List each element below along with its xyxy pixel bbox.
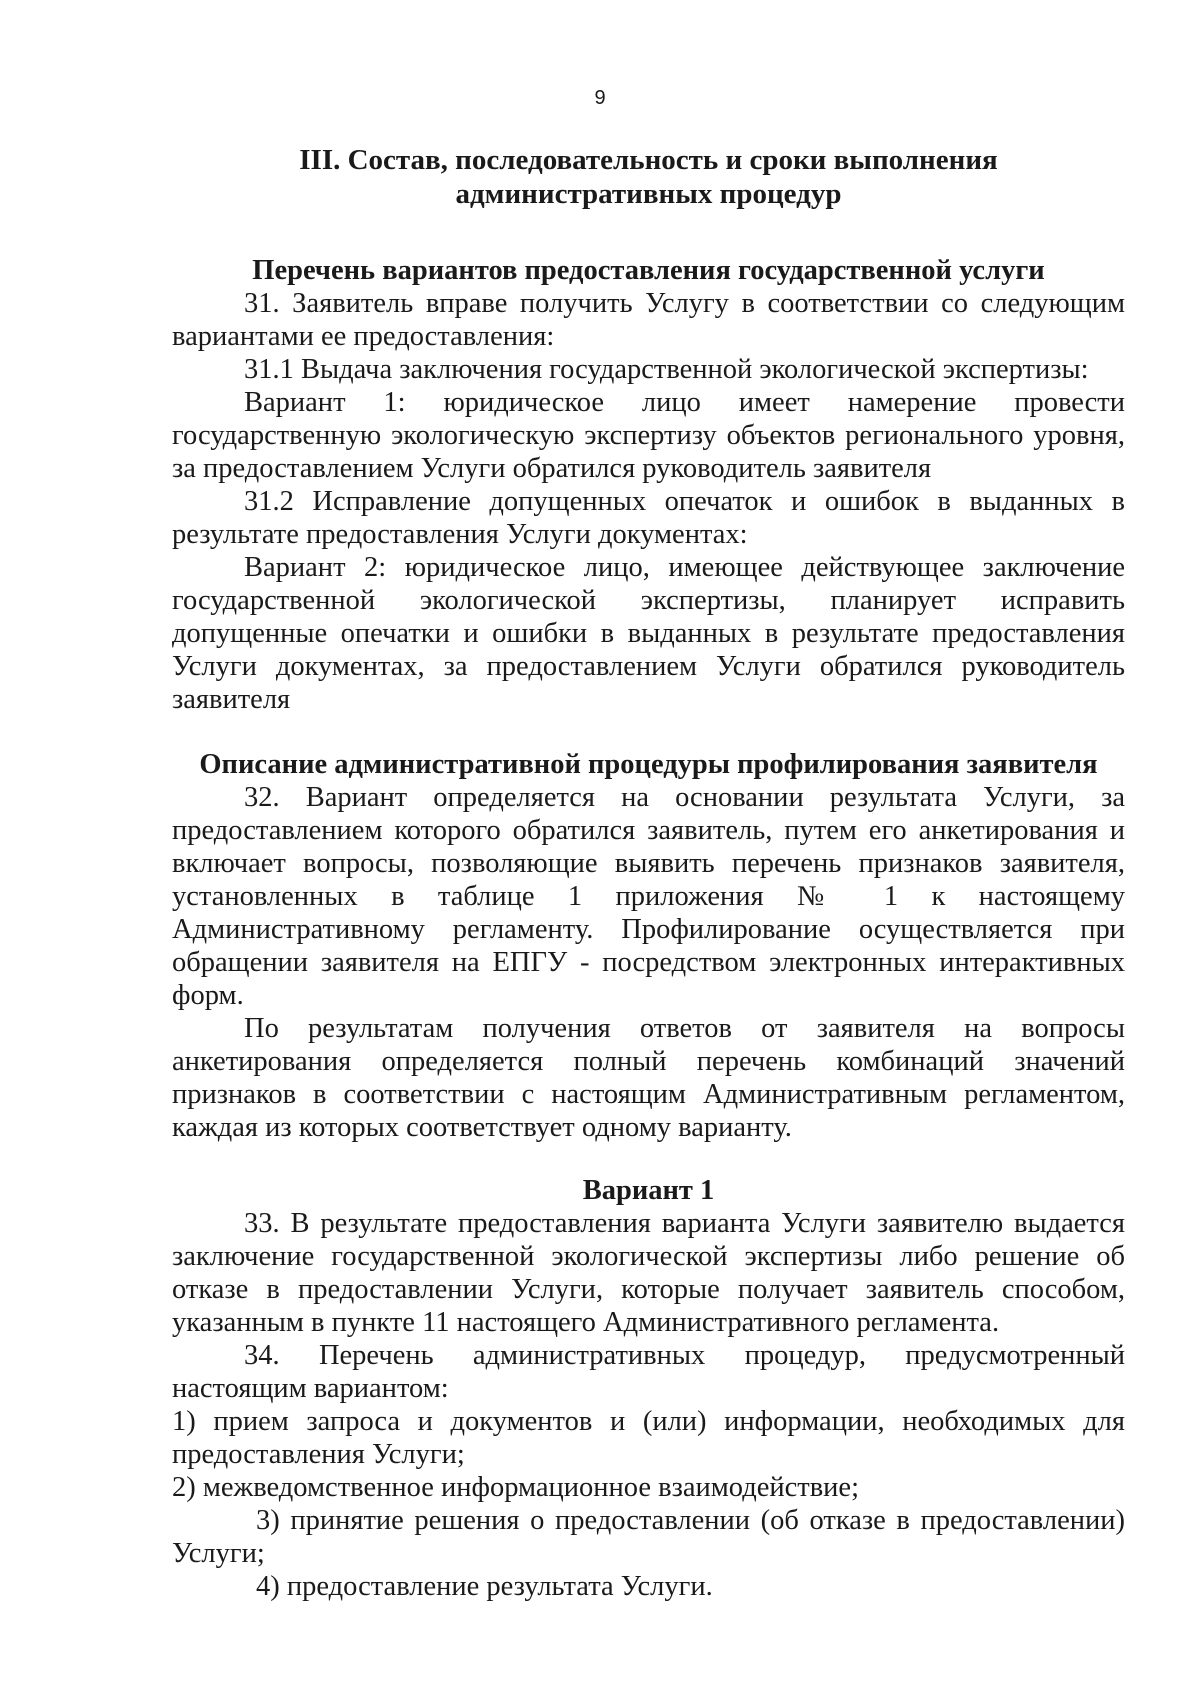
list-item-3: 3) принятие решения о предоставлении (об отказе в предоставлении) Услуги; (172, 1505, 1125, 1569)
page-content (172, 143, 1125, 1603)
variant-1-heading: Вариант 1 (582, 1175, 715, 1206)
variants-list-heading: Перечень вариантов предоставления государственной услуги (252, 255, 1045, 286)
paragraph-34: 34. Перечень административных процедур, предусмотренный настоящим вариантом: (172, 1340, 1125, 1404)
paragraph-variant-1-description: Вариант 1: юридическое лицо имеет намерение провести государственную экологическую экспертизу объектов регионального уровня, за предоставлением Услуги обратился руководитель заявителя (172, 387, 1125, 484)
list-item-1: 1) прием запроса и документов и (или) информации, необходимых для предоставления Услуги; (172, 1406, 1125, 1470)
list-item-2: 2) межведомственное информационное взаимодействие; (172, 1472, 859, 1503)
paragraph-31: 31. Заявитель вправе получить Услугу в соответствии со следующим вариантами ее предоставления: (172, 288, 1125, 352)
list-item-4: 4) предоставление результата Услуги. (256, 1571, 713, 1602)
paragraph-profiling-results: По результатам получения ответов от заявителя на вопросы анкетирования определяется полный перечень комбинаций значений признаков в соответствии с настоящим Административным регламентом, каждая из которых соответствует одному варианту. (172, 1013, 1125, 1143)
paragraph-31-2: 31.2 Исправление допущенных опечаток и ошибок в выданных в результате предоставления Услуги документах: (172, 486, 1125, 550)
section-title: III. Состав, последовательность и сроки выполнения административных процедур (299, 144, 998, 210)
profiling-procedure-heading: Описание административной процедуры профилирования заявителя (199, 749, 1098, 780)
paragraph-32: 32. Вариант определяется на основании результата Услуги, за предоставлением которого обратился заявитель, путем его анкетирования и включает вопросы, позволяющие выявить перечень признаков заявителя, установленных в таблице 1 приложения № 1 к настоящему Административному регламенту. Профилирование осуществляется при обращении заявителя на ЕПГУ - посредством электронных интерактивных форм. (172, 782, 1125, 1011)
paragraph-33: 33. В результате предоставления варианта Услуги заявителю выдается заключение государственной экологической экспертизы либо решение об отказе в предоставлении Услуги, которые получает заявитель способом, указанным в пункте 11 настоящего Административного регламента. (172, 1208, 1125, 1338)
paragraph-31-1: 31.1 Выдача заключения государственной экологической экспертизы: (244, 354, 1089, 385)
page-number: 9 (594, 87, 606, 109)
paragraph-variant-2-description: Вариант 2: юридическое лицо, имеющее действующее заключение государственной экологической экспертизы, планирует исправить допущенные опечатки и ошибки в выданных в результате предоставления Услуги документах, за предоставлением Услуги обратился руководитель заявителя (172, 552, 1125, 715)
